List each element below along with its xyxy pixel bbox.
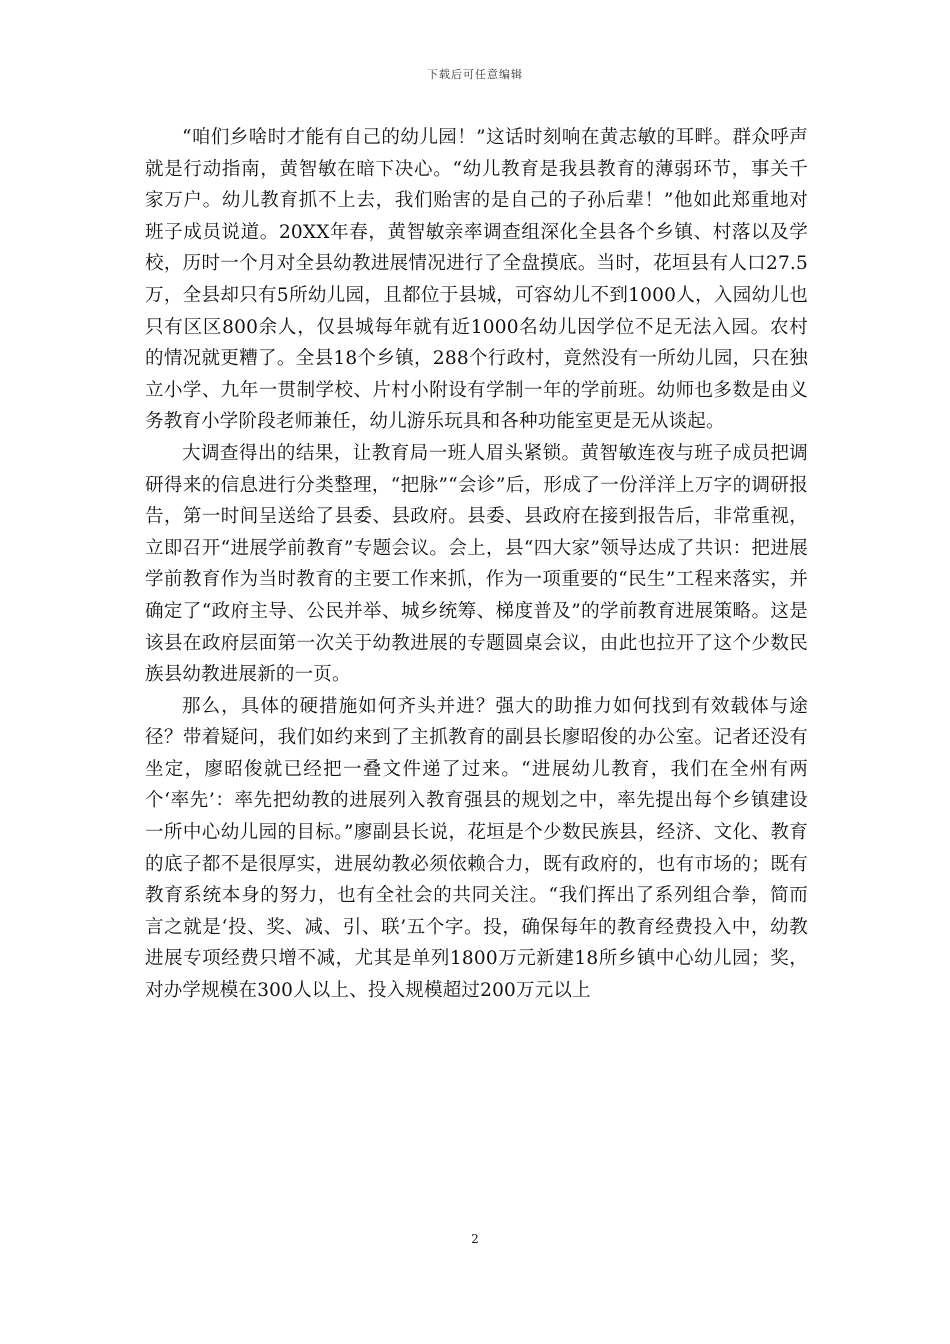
paragraph-1: “咱们乡啥时才能有自己的幼儿园！”这话时刻响在黄志敏的耳畔。群众呼声就是行动指南，黄智敏在暗下决心。“幼儿教育是我县教育的薄弱环节，事关千家万户。幼儿教育抓不上去，我们贻害的是自己的子孙后辈！”他如此郑重地对班子成员说道。20XX年春，黄智敏亲率调查组深化全县各个乡镇、村落以及学校，历时一个月对全县幼教进展情况进行了全盘摸底。当时，花垣县有人口27.5万，全县却只有5所幼儿园，且都位于县城，可容幼儿不到1000人，入园幼儿也只有区区800余人，仅县城每年就有近1000名幼儿因学位不足无法入园。农村的情况就更糟了。全县18个乡镇，288个行政村，竟然没有一所幼儿园，只在独立小学、九年一贯制学校、片村小附设有学制一年的学前班。幼师也多数是由义务教育小学阶段老师兼任，幼儿游乐玩具和各种功能室更是无从谈起。 — [145, 127, 808, 433]
page-number: 2 — [471, 1232, 479, 1246]
paragraph-2: 大调查得出的结果，让教育局一班人眉头紧锁。黄智敏连夜与班子成员把调研得来的信息进行分类整理，“把脉”“会诊”后，形成了一份洋洋上万字的调研报告，第一时间呈送给了县委、县政府。县委、县政府在接到报告后，非常重视，立即召开“进展学前教育”专题会议。会上，县“四大家”领导达成了共识：把进展学前教育作为当时教育的主要工作来抓，作为一项重要的“民生”工程来落实，并确定了“政府主导、公民并举、城乡统筹、梯度普及”的学前教育进展策略。这是该县在政府层面第一次关于幼教进展的专题圆桌会议，由此也拉开了这个少数民族县幼教进展新的一页。 — [145, 442, 808, 686]
paragraph-3: 那么，具体的硬措施如何齐头并进？强大的助推力如何找到有效载体与途径？带着疑问，我们如约来到了主抓教育的副县长廖昭俊的办公室。记者还没有坐定，廖昭俊就已经把一叠文件递了过来。“进展幼儿教育，我们在全州有两个‘率先’：率先把幼教的进展列入教育强县的规划之中，率先提出每个乡镇建设一所中心幼儿园的目标。”廖副县长说，花垣是个少数民族县，经济、文化、教育的底子都不是很厚实，进展幼教必须依赖合力，既有政府的，也有市场的；既有教育系统本身的努力，也有全社会的共同关注。“我们挥出了系列组合拳，简而言之就是‘投、奖、减、引、联’五个字。投，确保每年的教育经费投入中，幼教进展专项经费只增不减，尤其是单列1800万元新建18所乡镇中心幼儿园；奖，对办学规模在300人以上、投入规模超过200万元以上 — [145, 695, 808, 1002]
document-body — [145, 122, 808, 1007]
page-header-note: 下载后可任意编辑 — [427, 68, 523, 81]
